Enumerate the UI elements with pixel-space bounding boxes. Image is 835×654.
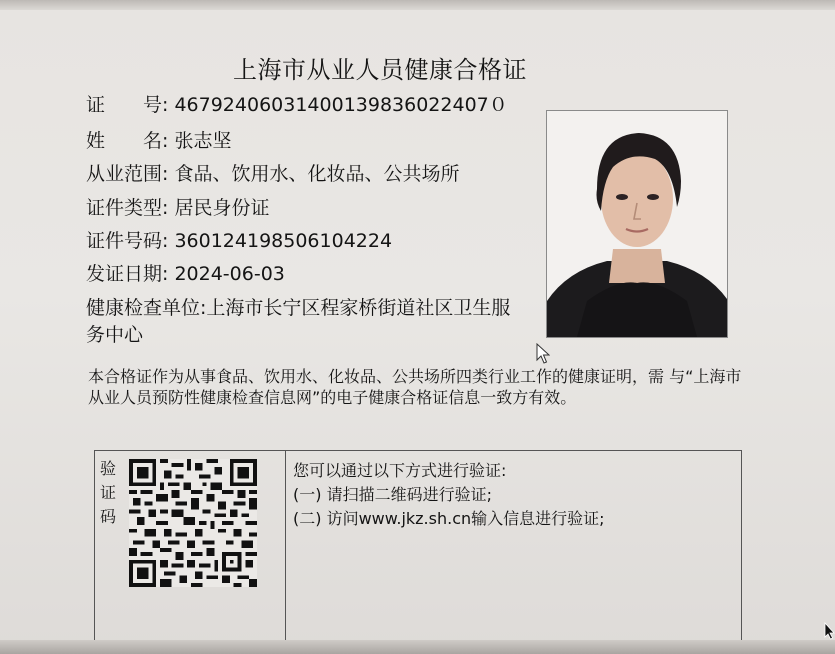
cert-number-row [86, 92, 508, 118]
exam-unit-value: 上海市长宁区程家桥街道社区卫生服务中心 [86, 297, 511, 346]
portrait-illustration [547, 111, 727, 337]
notice-text: 本合格证作为从事食品、饮用水、化妆品、公共场所四类行业工作的健康证明，需 与“上海市从业人员预防性健康检查信息网”的电子健康合格证信息一致方有效。 [88, 367, 742, 407]
name-row [86, 128, 231, 154]
issue-date-label: 发证日期: [86, 263, 169, 285]
name-value: 张志坚 [174, 130, 232, 152]
id-type-value: 居民身份证 [174, 197, 270, 219]
id-type-label: 证件类型: [86, 197, 169, 219]
verify-method-scan: (一) 请扫描二维码进行验证; [293, 485, 492, 504]
verify-method-website: (二) 访问www.jkz.sh.cn输入信息进行验证; [293, 509, 605, 528]
exam-unit-row [86, 295, 526, 349]
verify-code-label [97, 457, 119, 529]
monitor-bezel-bottom [0, 640, 835, 654]
scope-value: 食品、饮用水、化妆品、公共场所 [174, 163, 460, 185]
scope-row [86, 161, 459, 187]
verify-label-char: 码 [99, 507, 116, 526]
id-number-row [86, 228, 392, 254]
verification-box [94, 450, 742, 642]
scope-label: 从业范围: [86, 163, 169, 185]
monitor-bezel-top [0, 0, 835, 10]
verify-divider [285, 451, 286, 641]
verify-intro: 您可以通过以下方式进行验证: [293, 461, 507, 480]
qr-code-icon[interactable] [127, 459, 259, 587]
verify-label-char: 证 [99, 483, 116, 502]
verify-instructions [293, 459, 605, 531]
certificate-title: 上海市从业人员健康合格证 [233, 56, 527, 84]
holder-photo [546, 110, 728, 338]
id-number-value: 360124198506104224 [174, 230, 393, 252]
issue-date-value: 2024-06-03 [174, 263, 285, 285]
cursor-arrow-icon [536, 343, 550, 365]
issue-date-row [86, 261, 285, 287]
cert-number-value: 46792406031400139836022407０ [174, 94, 508, 116]
id-type-row [86, 195, 269, 221]
name-label: 姓 名: [86, 130, 169, 152]
cursor-arrow-icon [824, 622, 835, 640]
cert-number-label: 证 号: [86, 94, 169, 116]
verify-label-char: 验 [99, 459, 116, 478]
id-number-label: 证件号码: [86, 230, 169, 252]
exam-unit-label: 健康检查单位: [86, 297, 207, 319]
